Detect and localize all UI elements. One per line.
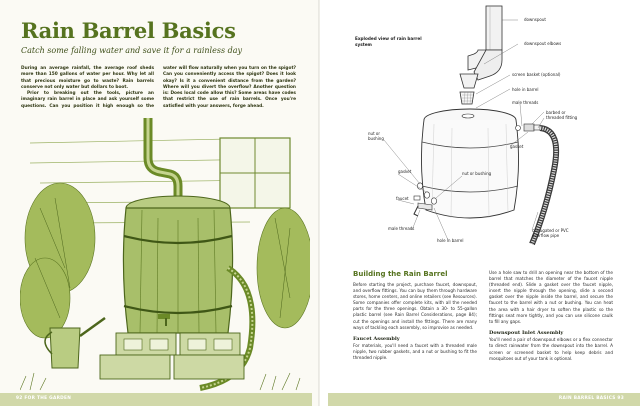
page-folio: RAIN BARREL BASICS 93: [558, 396, 624, 401]
label-gasket-left: gasket: [398, 169, 412, 174]
page-title: Rain Barrel Basics: [21, 18, 236, 43]
label-male-threads-top: male threads: [512, 100, 539, 105]
label-male-threads-bottom: male threads: [388, 226, 415, 231]
page-subtitle: Catch some falling water and save it for a rainless day: [21, 46, 243, 55]
label-overflow-pipe: corrugated or PVC overflow pipe: [532, 228, 569, 238]
intro-paragraph: During an average rainfall, the average roof sheds more than 150 gallons of water per hour. Why let all that precious moisture go to waste? Rain barrels conserve not only water but dollars to boot.: [21, 66, 154, 90]
downspout-inlet-heading: Downspout Inlet Assembly: [489, 329, 564, 336]
label-downspout-elbows: downspout elbows: [524, 41, 562, 46]
section-heading: Building the Rain Barrel: [353, 270, 448, 278]
label-hole-in-barrel-top: hole in barrel: [512, 87, 539, 92]
downspout-inlet-paragraph: You'll need a pair of downspout elbows or a flex connector to direct rainwater from the downspout into the barrel. A screen or screened basket to help keep debris and mosquitoes out of your tank is optional.: [489, 337, 613, 361]
label-downspout: downspout: [524, 17, 546, 22]
intro-paragraph: Prior to breaking out the tools, picture an imaginary rain barrel in place and ask yourself some questions. Can you position it high enough so the water will flow naturally when you turn on the spigot? Can you conveniently access the spigot? Does it look okay? Is it a convenient distance from the garden? Where will you divert the overflow? Another question is: Does local code allow this? Some areas have codes that restrict the use of rain barrels. Once you're satisfied with your answers, forge ahead.: [21, 66, 296, 109]
folio-band: [0, 393, 312, 406]
folio-band: [328, 393, 640, 406]
faucet-assembly-paragraph-cont: Use a hole saw to drill an opening near the bottom of the barrel that matches the diameter of the faucet nipple (threaded end). Slide a gasket over the faucet nipple, insert the nipple through the opening, slide a second gasket over the nipple inside the barrel, and secure the faucet to the barrel with a nut or bushing. You can heat the area with a hair dryer to soften the plastic so the fittings seat more tightly, and you can use silicone caulk to fill any gaps.: [489, 270, 613, 324]
label-screen-basket: screen basket (optional): [512, 72, 561, 77]
page-folio: 92 FOR THE GARDEN: [16, 396, 72, 401]
label-barbed-fitting: barbed or threaded fitting: [546, 110, 578, 120]
label-gasket-right: gasket: [510, 144, 524, 149]
intro-text: [21, 66, 296, 110]
faucet-assembly-paragraph: For materials, you'll need a faucet with a threaded male nipple, two rubber gaskets, and a nut or bushing to fit the threaded nipple.: [353, 343, 477, 361]
label-nut-or-bushing-mid: nut or bushing: [462, 171, 492, 176]
label-nut-or-bushing-left: nut or bushing: [368, 131, 384, 141]
building-section: [353, 270, 613, 362]
label-hole-in-barrel-bottom: hole in barrel: [437, 238, 464, 243]
section-paragraph: Before starting the project, purchase faucet, downspout, and overflow fittings. You can buy them through hardware stores, home centers, and online retailers (see Resources). Some companies offer complete kits, with all the needed parts for the three openings. Obtain a 30- to 55-gallon plastic barrel (see Rain Barrel Considerations, page 84); cut the openings and install the fittings. There are many ways of tackling each assembly, so improvise as needed.: [353, 282, 477, 330]
label-faucet: faucet: [396, 196, 409, 201]
diagram-title: Exploded view of rain barrel system: [355, 36, 422, 47]
rain-barrel-illustration: [20, 118, 310, 394]
faucet-assembly-heading: Faucet Assembly: [353, 335, 400, 342]
